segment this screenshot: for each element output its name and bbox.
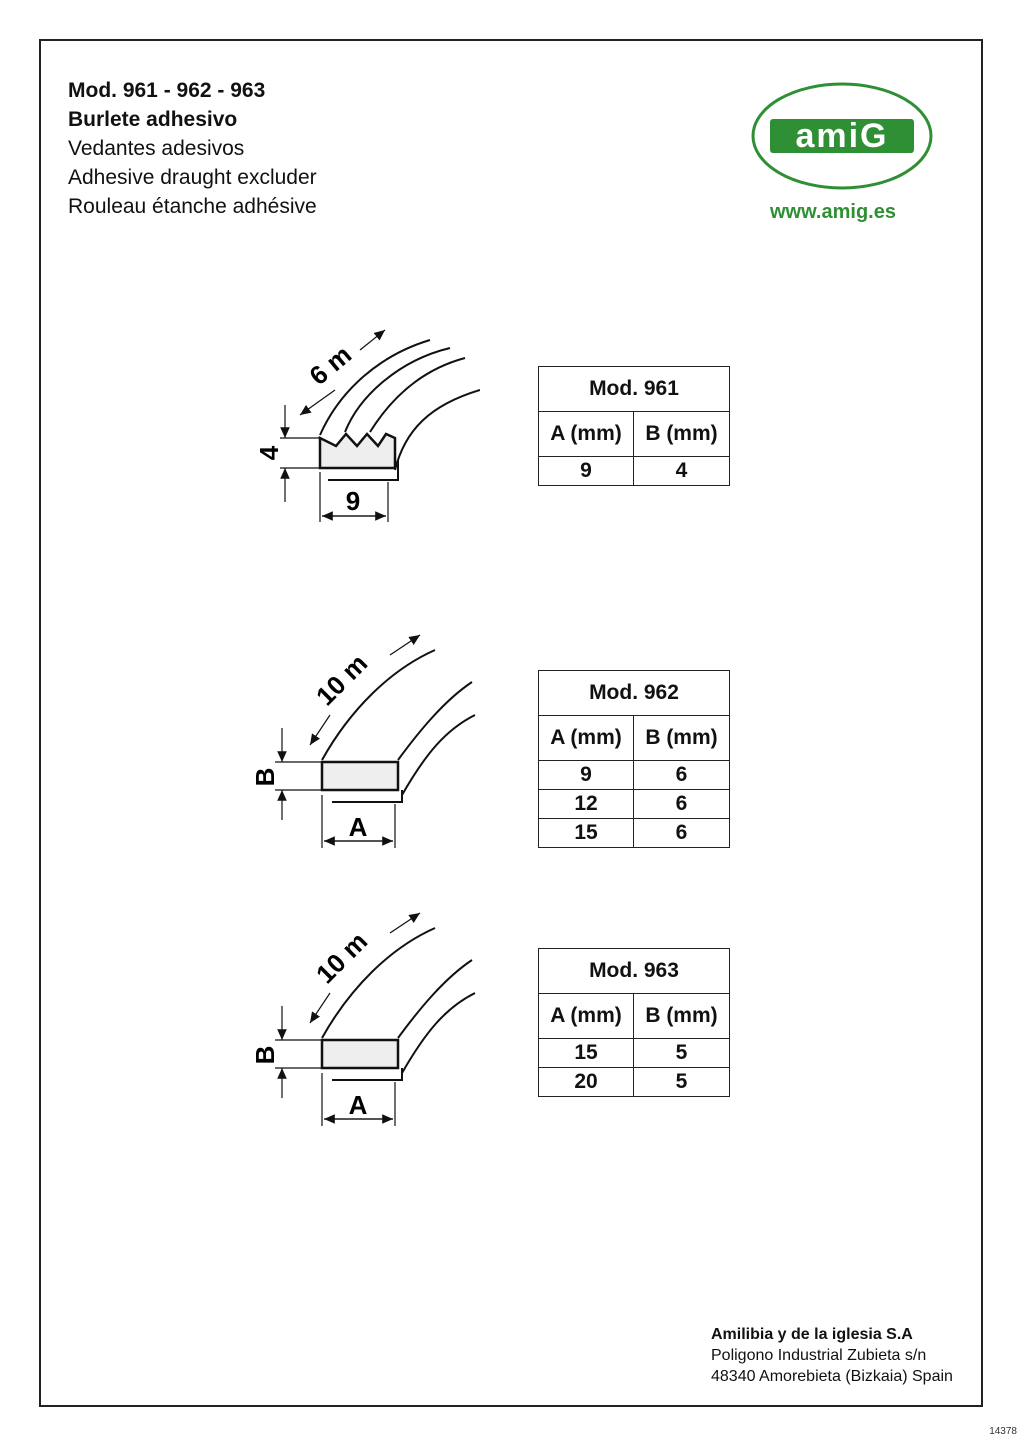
- table-row: 15 6: [539, 819, 730, 848]
- document-code: 14378: [989, 1426, 1017, 1437]
- table-row: 12 6: [539, 790, 730, 819]
- width-label-962: A: [348, 812, 368, 842]
- column-header-a: A (mm): [539, 412, 634, 457]
- title-block: [68, 76, 317, 221]
- subtitle-pt: Vedantes adesivos: [68, 137, 245, 160]
- spec-table-961: [538, 366, 730, 486]
- width-label-963: A: [348, 1090, 368, 1120]
- length-label-962: 10 m: [310, 648, 374, 712]
- width-label-961: 9: [345, 486, 361, 516]
- height-label-962: B: [250, 767, 280, 787]
- website-link[interactable]: www.amig.es: [770, 201, 896, 223]
- table-row: 9 6: [539, 761, 730, 790]
- address-line-1: Poligono Industrial Zubieta s/n: [711, 1347, 927, 1364]
- height-label-961: 4: [254, 445, 284, 461]
- subtitle-fr: Rouleau étanche adhésive: [68, 195, 317, 218]
- table-title: Mod. 963: [539, 949, 730, 994]
- height-label-963: B: [250, 1045, 280, 1065]
- table-title: Mod. 962: [539, 671, 730, 716]
- table-row: 15 5: [539, 1039, 730, 1068]
- spec-table-963: [538, 948, 730, 1097]
- column-header-b: B (mm): [633, 716, 729, 761]
- profile-drawing-963: [240, 898, 490, 1128]
- length-label-961: 6 m: [303, 339, 358, 391]
- model-title: Mod. 961 - 962 - 963: [68, 79, 266, 102]
- spec-table-962: [538, 670, 730, 848]
- address-line-2: 48340 Amorebieta (Bizkaia) Spain: [711, 1368, 953, 1385]
- column-header-b: B (mm): [633, 994, 729, 1039]
- subtitle-es: Burlete adhesivo: [68, 108, 238, 131]
- table-row: 9 4: [539, 457, 730, 486]
- company-address: [711, 1324, 953, 1387]
- amig-logo: [750, 81, 934, 191]
- table-row: 20 5: [539, 1068, 730, 1097]
- logo-text: amiG: [795, 117, 889, 155]
- profile-drawing-961: [240, 310, 480, 530]
- company-name: Amilibia y de la iglesia S.A: [711, 1326, 913, 1343]
- column-header-a: A (mm): [539, 716, 634, 761]
- profile-drawing-962: [240, 620, 490, 850]
- table-title: Mod. 961: [539, 367, 730, 412]
- length-label-963: 10 m: [310, 926, 374, 990]
- subtitle-en: Adhesive draught excluder: [68, 166, 317, 189]
- column-header-a: A (mm): [539, 994, 634, 1039]
- page-frame: [39, 39, 983, 1407]
- column-header-b: B (mm): [633, 412, 729, 457]
